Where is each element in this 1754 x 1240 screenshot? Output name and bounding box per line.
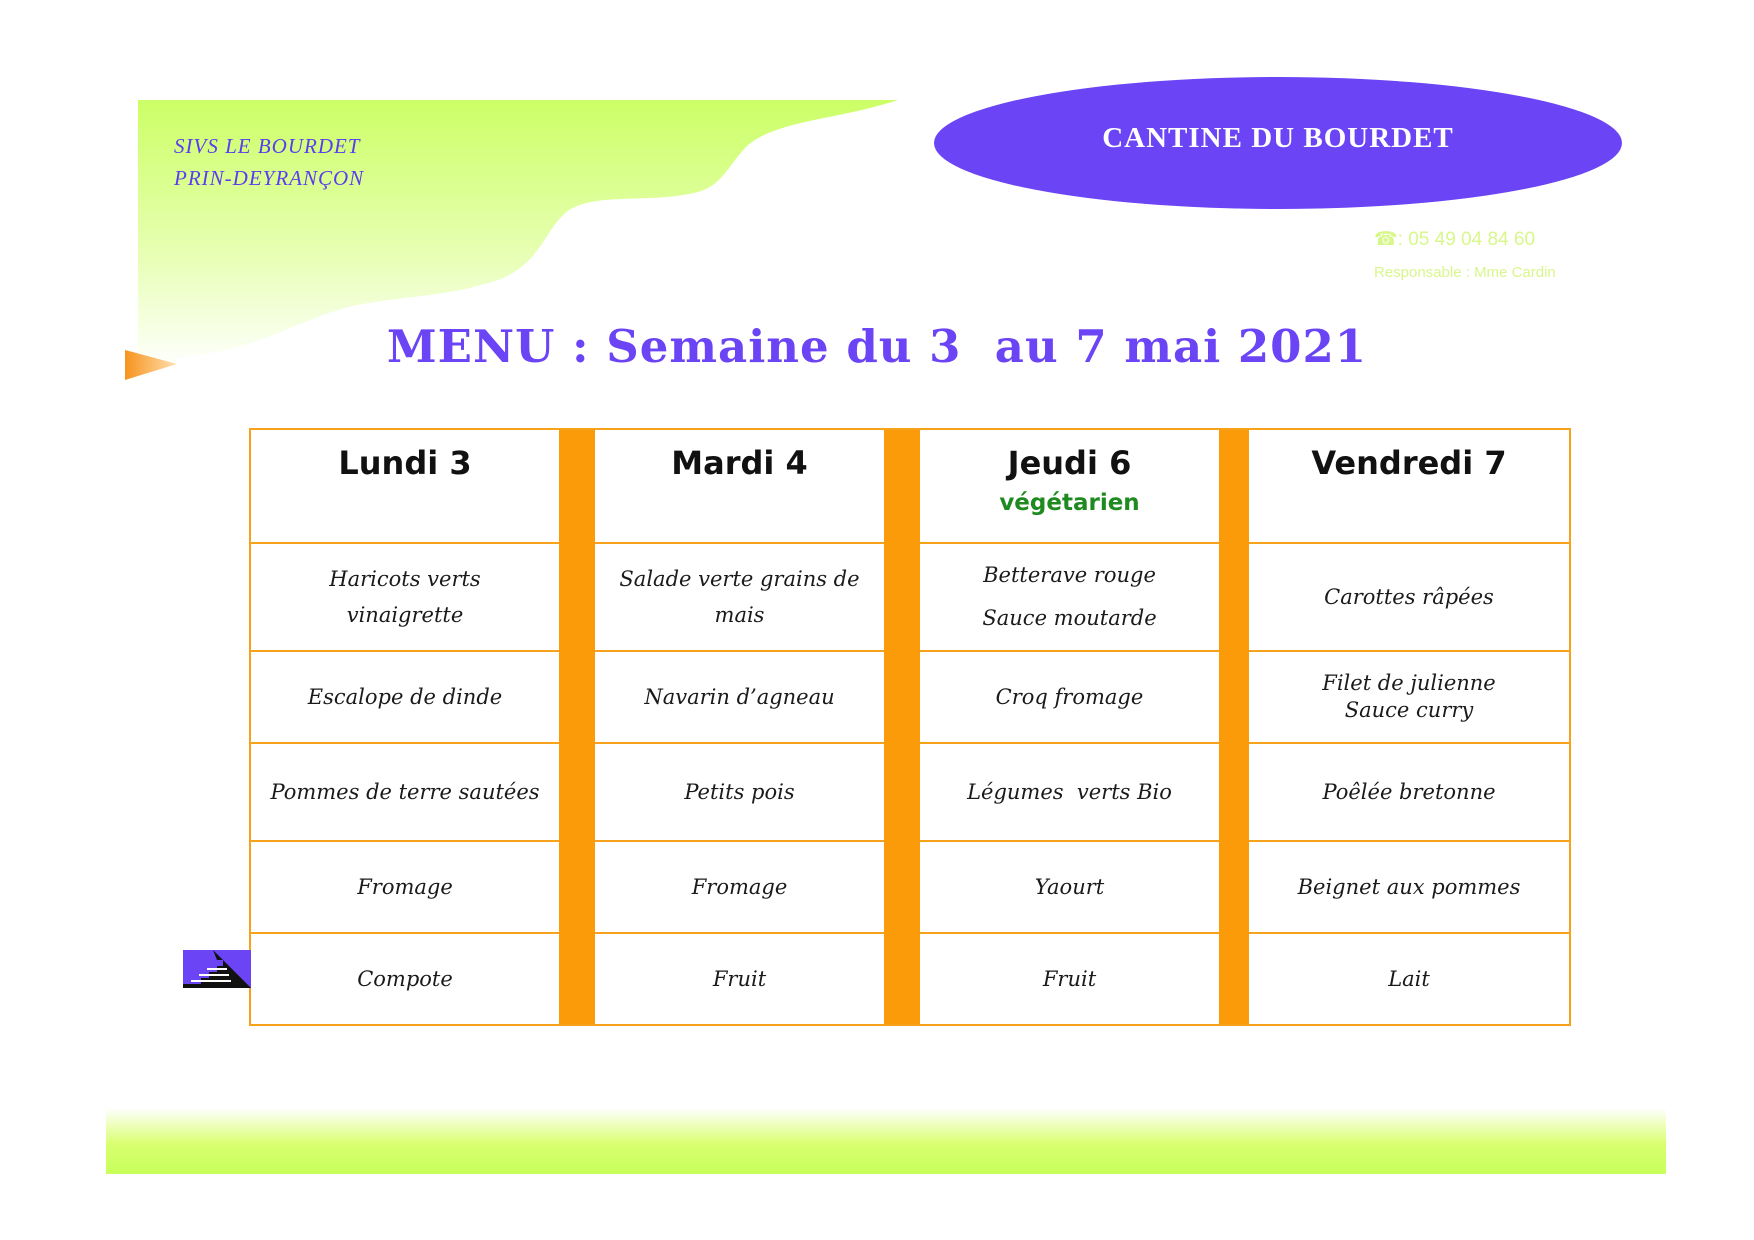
menu-cell-dessert	[1249, 934, 1569, 1024]
day-name: Lundi 3	[338, 444, 472, 482]
dish-cheese: Fromage	[357, 875, 453, 899]
dish-dessert: Fruit	[712, 967, 767, 991]
responsible-person: Responsable : Mme Cardin	[1374, 264, 1556, 281]
menu-cell-side	[595, 744, 884, 842]
menu-cell-cheese	[920, 842, 1219, 934]
dish-cheese: Yaourt	[1034, 875, 1105, 899]
day-column-thursday	[920, 430, 1219, 1024]
bottom-green-band	[106, 1108, 1666, 1174]
day-name: Vendredi 7	[1311, 444, 1507, 482]
dish-main: Escalope de dinde	[307, 685, 503, 709]
menu-cell-side	[1249, 744, 1569, 842]
menu-cell-cheese	[595, 842, 884, 934]
dish-starter-line2: Sauce moutarde	[982, 606, 1157, 630]
organization-name: SIVS LE BOURDET	[174, 134, 361, 158]
menu-cell-dessert	[595, 934, 884, 1024]
phone-number	[1374, 228, 1535, 251]
dish-side: Poêlée bretonne	[1322, 780, 1496, 804]
menu-cell-dessert	[920, 934, 1219, 1024]
dish-side: Légumes verts Bio	[967, 780, 1172, 804]
dish-main-line2: Sauce curry	[1344, 698, 1474, 722]
day-header	[1249, 430, 1569, 544]
dish-side: Pommes de terre sautées	[270, 780, 540, 804]
dish-starter: Haricots verts vinaigrette	[329, 567, 481, 627]
dish-dessert: Compote	[357, 967, 453, 991]
menu-table	[249, 428, 1571, 1026]
menu-cell-main	[1249, 652, 1569, 744]
canteen-title: CANTINE DU BOURDET	[1102, 122, 1454, 154]
dish-starter: Carottes râpées	[1324, 585, 1494, 609]
telephone-icon: ☎	[1374, 229, 1398, 250]
menu-cell-main	[251, 652, 559, 744]
day-column-tuesday	[595, 430, 884, 1024]
canteen-title-badge	[934, 77, 1622, 209]
dish-starter-line1: Betterave rouge	[983, 563, 1156, 587]
menu-cell-starter	[920, 544, 1219, 652]
column-separator	[559, 430, 595, 1024]
dish-main-line1: Filet de julienne	[1322, 671, 1496, 695]
dish-side: Petits pois	[684, 780, 795, 804]
day-name: Mardi 4	[671, 444, 808, 482]
day-header	[595, 430, 884, 544]
menu-cell-side	[920, 744, 1219, 842]
dish-cheese: Fromage	[691, 875, 788, 899]
phone-text: : 05 49 04 84 60	[1397, 229, 1536, 250]
day-header	[920, 430, 1219, 544]
menu-cell-main	[920, 652, 1219, 744]
stairs-logo-icon	[183, 950, 251, 988]
dish-starter: Salade verte grains de mais	[619, 567, 860, 627]
menu-cell-cheese	[1249, 842, 1569, 934]
vegetarian-tag: végétarien	[999, 490, 1140, 516]
organization-city: PRIN-DEYRANÇON	[174, 166, 365, 190]
menu-cell-starter	[1249, 544, 1569, 652]
column-separator	[1219, 430, 1249, 1024]
menu-cell-cheese	[251, 842, 559, 934]
day-column-friday	[1249, 430, 1569, 1024]
dish-main: Croq fromage	[995, 685, 1144, 709]
day-column-monday	[251, 430, 559, 1024]
menu-cell-main	[595, 652, 884, 744]
dish-main: Navarin d’agneau	[644, 685, 835, 709]
column-separator	[884, 430, 920, 1024]
menu-cell-starter	[251, 544, 559, 652]
menu-cell-starter	[595, 544, 884, 652]
dish-dessert: Lait	[1388, 967, 1430, 991]
day-header	[251, 430, 559, 544]
menu-cell-side	[251, 744, 559, 842]
menu-cell-dessert	[251, 934, 559, 1024]
dish-dessert: Fruit	[1042, 967, 1097, 991]
dish-cheese: Beignet aux pommes	[1297, 875, 1521, 899]
menu-title: MENU : Semaine du 3 au 7 mai 2021	[386, 320, 1368, 373]
day-name: Jeudi 6	[1007, 444, 1132, 482]
